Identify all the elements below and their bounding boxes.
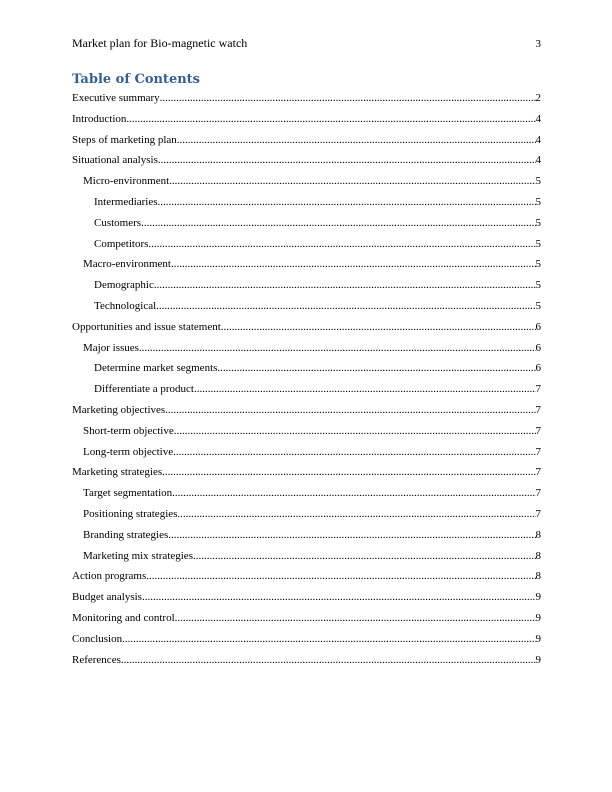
toc-entry-title: Short-term objective: [83, 424, 174, 437]
page-number: 3: [535, 38, 541, 50]
toc-dot-leader: [175, 610, 536, 626]
toc-dot-leader: [154, 277, 536, 293]
toc-entry-page: 6: [535, 320, 541, 333]
toc-entry-title: Competitors: [94, 237, 149, 250]
toc-dot-leader: [142, 589, 536, 605]
toc-entry-page: 5: [535, 216, 541, 229]
toc-entry-title: Positioning strategies: [83, 508, 178, 520]
toc-entry-page: 8: [535, 549, 541, 562]
toc-entry[interactable]: [72, 444, 541, 460]
toc-dot-leader: [162, 464, 535, 480]
toc-entry-title: Micro-environment: [83, 175, 170, 188]
toc-dot-leader: [174, 423, 536, 439]
toc-entry[interactable]: [72, 360, 541, 376]
toc-entry-page: 9: [535, 653, 541, 666]
toc-dot-leader: [177, 506, 535, 522]
toc-entry-page: 5: [535, 175, 541, 188]
toc-entry-title: Marketing strategies: [72, 466, 163, 479]
toc-entry-title: Intermediaries: [94, 196, 158, 208]
toc-entry-page: 7: [535, 383, 541, 396]
toc-dot-leader: [173, 444, 535, 460]
toc-entry-page: 8: [535, 528, 541, 541]
toc-entry[interactable]: [72, 152, 541, 168]
toc-entry-page: 9: [535, 612, 541, 624]
toc-entry-title: Long-term objective: [83, 445, 174, 458]
toc-entry-page: 7: [535, 424, 541, 437]
running-header-title: Market plan for Bio-magnetic watch: [72, 36, 248, 50]
toc-dot-leader: [177, 132, 536, 148]
toc-entry[interactable]: [72, 423, 541, 439]
toc-dot-leader: [217, 360, 535, 376]
toc-entry[interactable]: [72, 277, 541, 293]
toc-entry-page: 7: [535, 508, 541, 520]
toc-entry-title: Steps of marketing plan: [72, 133, 177, 146]
toc-entry-title: Budget analysis: [72, 591, 142, 604]
toc-entry[interactable]: [72, 652, 541, 668]
toc-entry-page: 4: [535, 133, 541, 146]
toc-dot-leader: [194, 381, 536, 397]
toc-entry-title: Marketing objectives: [72, 404, 166, 416]
toc-dot-leader: [165, 402, 535, 418]
toc-entry-title: Technological: [94, 300, 157, 312]
toc-entry-title: Marketing mix strategies: [83, 549, 193, 562]
toc-entry-page: 7: [535, 445, 541, 458]
toc-dot-leader: [146, 568, 535, 584]
toc-entry-title: Situational analysis: [72, 154, 158, 167]
toc-entry[interactable]: [72, 90, 541, 106]
toc-dot-leader: [158, 152, 536, 168]
toc-entry[interactable]: [72, 298, 541, 314]
toc-entry-page: 8: [535, 570, 541, 583]
toc-entry-title: Introduction: [72, 112, 127, 125]
toc-entry[interactable]: [72, 173, 541, 189]
toc-dot-leader: [121, 652, 536, 668]
toc-entry[interactable]: [72, 464, 541, 480]
toc-entry[interactable]: [72, 111, 541, 127]
toc-dot-leader: [158, 194, 536, 210]
toc-dot-leader: [160, 90, 536, 106]
toc-dot-leader: [156, 298, 535, 314]
toc-entry[interactable]: [72, 527, 541, 543]
toc-entry-title: Branding strategies: [83, 528, 169, 541]
toc-entry[interactable]: [72, 215, 541, 231]
toc-entry[interactable]: [72, 548, 541, 564]
toc-dot-leader: [171, 256, 536, 272]
toc-entry[interactable]: [72, 631, 541, 647]
toc-entry[interactable]: [72, 381, 541, 397]
toc-entry-title: Executive summary: [72, 92, 160, 104]
toc-entry-title: Monitoring and control: [72, 612, 175, 624]
toc-dot-leader: [193, 548, 536, 564]
toc-dot-leader: [168, 527, 535, 543]
toc-entry[interactable]: [72, 194, 541, 210]
toc-entry-title: Determine market segments: [94, 362, 218, 375]
toc-entry-page: 5: [535, 237, 541, 250]
toc-entry-title: References: [72, 653, 121, 666]
toc-entry[interactable]: [72, 506, 541, 522]
toc-entry[interactable]: [72, 589, 541, 605]
toc-entry-page: 5: [535, 258, 541, 271]
toc-entry-page: 7: [535, 487, 541, 500]
toc-entry-title: Macro-environment: [83, 258, 171, 271]
toc-dot-leader: [126, 111, 535, 127]
toc-entry-page: 5: [535, 279, 541, 292]
toc-entry[interactable]: [72, 132, 541, 148]
toc-entry-title: Differentiate a product: [94, 383, 194, 396]
toc-heading: Table of Contents: [72, 72, 200, 87]
toc-entry-page: 9: [535, 632, 541, 645]
toc-entry[interactable]: [72, 236, 541, 252]
toc-entry-title: Demographic: [94, 279, 154, 292]
toc-entry-title: Target segmentation: [83, 487, 173, 500]
toc-entry-title: Conclusion: [72, 632, 123, 645]
toc-entry-page: 4: [535, 112, 541, 125]
toc-entry[interactable]: [72, 402, 541, 418]
toc-entry-title: Major issues: [83, 341, 139, 354]
toc-entry[interactable]: [72, 485, 541, 501]
toc-entry-page: 6: [535, 341, 541, 354]
toc-entry-page: 4: [535, 154, 541, 167]
toc-entry-title: Opportunities and issue statement: [72, 320, 221, 333]
toc-entry-page: 2: [535, 92, 541, 104]
toc-entry[interactable]: [72, 319, 541, 335]
toc-dot-leader: [221, 319, 536, 335]
toc-entry-page: 6: [535, 362, 541, 375]
toc-entry-page: 5: [535, 300, 541, 312]
toc-dot-leader: [141, 215, 535, 231]
toc-dot-leader: [169, 173, 535, 189]
toc-entry[interactable]: [72, 610, 541, 626]
toc-entry-page: 5: [535, 196, 541, 208]
toc-dot-leader: [122, 631, 535, 647]
toc-entry-page: 7: [535, 404, 541, 416]
toc-entry-title: Customers: [94, 216, 142, 229]
toc-dot-leader: [148, 236, 535, 252]
toc-entry[interactable]: [72, 568, 541, 584]
toc-entry[interactable]: [72, 340, 541, 356]
toc-dot-leader: [172, 485, 535, 501]
toc-dot-leader: [139, 340, 536, 356]
toc-entry[interactable]: [72, 256, 541, 272]
toc-entry-page: 9: [535, 591, 541, 604]
toc-entry-title: Action programs: [72, 570, 147, 583]
toc-entry-page: 7: [535, 466, 541, 479]
